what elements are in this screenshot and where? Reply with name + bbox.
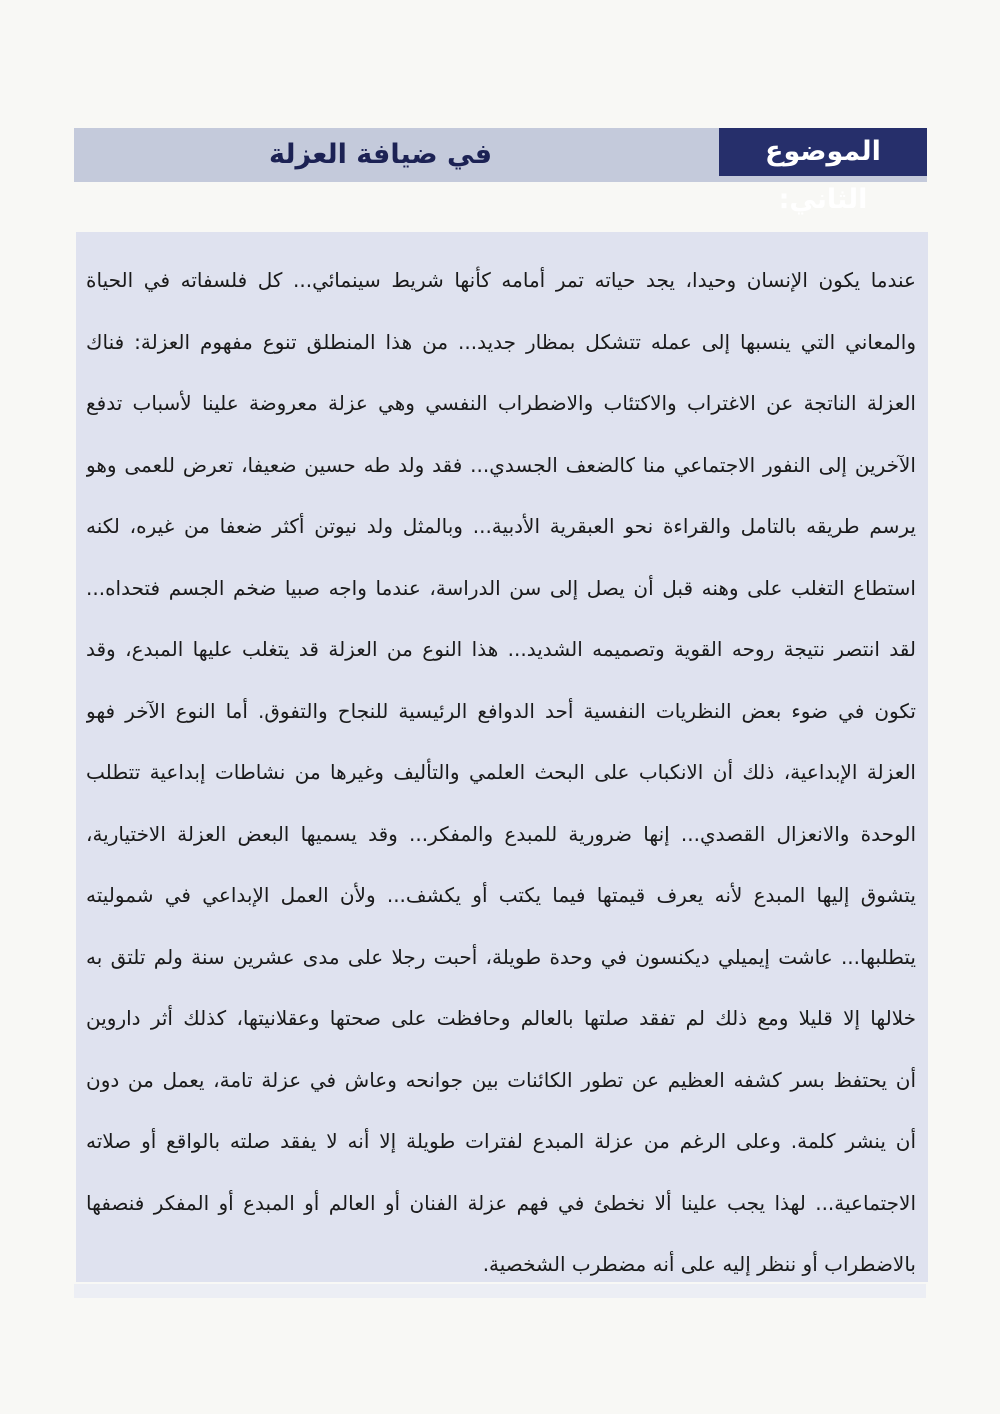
text-line: أن ينشر كلمة. وعلى الرغم من عزلة المبدع لفترات طويلة إلا أنه لا يفقد صلته بالواقع أو صلاته	[86, 1129, 916, 1153]
text-line: العزلة الإبداعية، ذلك أن الانكباب على البحث العلمي والتأليف وغيرها من نشاطات إبداعية تتطلب	[86, 760, 916, 784]
topic-label: الموضوع الثاني:	[719, 128, 927, 176]
text-line: العزلة الناتجة عن الاغتراب والاكتئاب والاضطراب النفسي وهي عزلة معروضة علينا لأسباب تدفع	[86, 391, 916, 415]
topic-header	[74, 128, 927, 215]
text-line: بالاضطراب أو ننظر إليه على أنه مضطرب الشخصية.	[482, 1252, 916, 1276]
text-line: الوحدة والانعزال القصدي... إنها ضرورية للمبدع والمفكر... وقد يسميها البعض العزلة الاختيارية،	[86, 821, 916, 846]
text-line: استطاع التغلب على وهنه قبل أن يصل إلى سن الدراسة، عندما واجه صبيا ضخم الجسم فتحداه...	[86, 575, 916, 600]
text-line: عندما يكون الإنسان وحيدا، يجد حياته تمر أمامه كأنها شريط سينمائي... كل فلسفاته في الحياة	[86, 268, 916, 292]
text-line: خلالها إلا قليلا ومع ذلك لم تفقد صلتها بالعالم وحافظت على صحتها وعقلانيتها، كذلك أثر داروين	[86, 1006, 916, 1030]
text-line: تكون في ضوء بعض النظريات النفسية أحد الدوافع الرئيسية للنجاح والتفوق. أما النوع الآخر فهو	[86, 698, 916, 723]
text-line: أن يحتفظ بسر كشفه العظيم عن تطور الكائنات بين جوانحه وعاش في عزلة تامة، يعمل من دون	[86, 1067, 916, 1092]
text-line: يتطلبها... عاشت إيميلي ديكنسون في وحدة طويلة، أحبت رجلا على مدى عشرين سنة ولم تلتق به	[86, 944, 916, 969]
body-text	[86, 250, 916, 1296]
text-line: الاجتماعية... لهذا يجب علينا ألا نخطئ في فهم عزلة الفنان أو العالم أو المبدع أو المفكر فنصفها	[86, 1190, 916, 1215]
panel-bottom-band	[74, 1284, 926, 1298]
text-line: الآخرين إلى النفور الاجتماعي منا كالضعف الجسدي... فقد ولد طه حسين ضعيفا، تعرض للعمى وهو	[86, 452, 916, 477]
text-line: يرسم طريقه بالتامل والقراءة نحو العبقرية الأدبية... وبالمثل ولد نيوتن أكثر ضعفا من غيره، لكنه	[86, 514, 916, 538]
text-line: يتشوق إليها المبدع لأنه يعرف قيمتها فيما يكتب أو يكشف... ولأن العمل الإبداعي في شموليته	[86, 883, 916, 907]
text-line: والمعاني التي ينسبها إلى عمله تتشكل بمظار جديد... من هذا المنطلق تنوع مفهوم العزلة: فناك	[86, 329, 916, 354]
text-line: لقد انتصر نتيجة روحه القوية وتصميمه الشديد... هذا النوع من العزلة قد يتغلب عليها المبدع، وقد	[86, 637, 916, 661]
topic-title: في ضيافة العزلة	[268, 139, 492, 170]
